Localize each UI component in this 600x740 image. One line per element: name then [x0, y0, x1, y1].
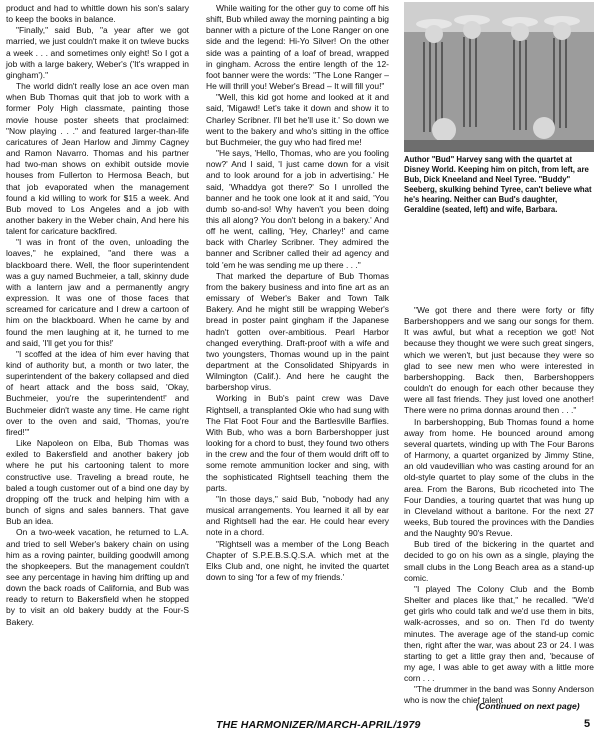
- paragraph: "We got there and there were forty or fifty Barbershoppers and we sang our songs for them. It was awful, but what a reception we got! Not because they thought we were such great singers, which we weren't, but just because they were so glad to see new men who were interested in barbershopping. Back then, Barbershoppers couldn't do enough for each other because they were all fast friends. They just loved one another! There were no prima donnas around then . . .": [404, 305, 594, 416]
- paragraph: That marked the departure of Bub Thomas from the bakery business and into fine art as an emissary of Weber's Baker and Town Talk Bakery. And he might still be wrapping Weber's bread in poster paint gingham if the Japanese hadn't gotten over-ambitious. Pearl Harbor changed everything. Draft-proof with a wife and two youngsters, Thomas wound up in the paint department at the Consolidated Shipyards in Wilmington (Calif.). And here he caught the barbershop virus.: [206, 270, 389, 393]
- paragraph: "I played The Colony Club and the Bomb Shelter and places like that," he recalled. "We'd get girls who could talk and we'd use them in bits, walk-acrosses, and so on. Then I'd do twenty minutes. The average age of the stand-up comic then, right after the war, was about 23 or 24. I was starting to get a little gray then and, 'because of my age, I was able to get away with a little more corn . . .: [404, 583, 594, 684]
- photo-caption: Author "Bud" Harvey sang with the quartet at Disney World. Keeping him on pitch, from left, are Bub, Dick Kneeland and Neel Tyree. "Buddy" Seeberg, skulking behind Tyree, can't believe what he's hearing. Neither can Bud's daughter, Geraldine (seated, left) and wife, Barbara.: [404, 155, 592, 215]
- page-number: 5: [584, 718, 591, 730]
- text-column-right: [404, 305, 594, 707]
- paragraph: product and had to whittle down his son's salary to keep the books in balance.: [6, 3, 189, 25]
- continued-note: (Continued on next page): [476, 701, 580, 711]
- paragraph: Bub tired of the bickering in the quartet and decided to go on his own as a single, playing the small clubs in the Long Beach area as a stand-up comic.: [404, 539, 594, 583]
- paragraph: Like Napoleon on Elba, Bub Thomas was exiled to Bakersfield and another bakery job where he put his cartooning talent to more constructive use. Traveling a bread route, he baled a tough customer out of a bind one day by dropping off the truck and helping him with a bunch of signs and sales banners. That gave Bub an idea.: [6, 438, 189, 527]
- quartet-photo: [404, 2, 594, 152]
- paragraph: "I was in front of the oven, unloading the loaves," he explained, "and there was a blackboard there. Well, the floor superintendent was a guy named Buchmeier, a tall, skinny dude with a lantern jaw and a permanently angry expression. It was one of those faces that screamed for caricature and I drew a cartoon of him on the blackboard. When he came by and found the men laughing at it, he turned to me and said, 'I'll get you for this!': [6, 237, 189, 348]
- publication-footer: THE HARMONIZER/MARCH-APRIL/1979: [216, 719, 421, 731]
- text-column-middle: [206, 3, 389, 583]
- paragraph: The world didn't really lose an ace oven man when Bub Thomas quit that job to work with a former Poly High classmate, painting those movie house poster sheets that proclaimed: "Now playing . . ." and featured larger-than-life caricatures of Jean Harlow and Jimmy Cagney and Ramon Navarro. Thomas and his partner had two-man shows on exhibit outside movie houses from Fullerton to Hermosa Beach, but that job evaporated when the management found a kid willing to work for $15 a week. And Bub moved to Los Angeles and a job with another bakery in the Weber chain, And here his talent for caricature backfired.: [6, 81, 189, 237]
- paragraph: "Well, this kid got home and looked at it and said, 'Migawd! Let's take it down and show it to Charley Scribner. I'll bet he'll use it.' So down we went to the bakery and who's sitting in the office but Buchmeier, the guy who had fired me!: [206, 92, 389, 147]
- paragraph: "He says, 'Hello, Thomas, who are you fooling now?' And I said, 'I just came down for a visit and to look around for a job in advertising.' He said, 'Whaddya got there?' So I unrolled the banner and he took one look at it and said, 'You dumb so-and-so! Why haven't you been doing this all along? You don't belong in a bakery.' And off he went, calling, 'Hey, Charley!' and came back with Charley Scribner. They admired the banner and Scribner called their ad agency and told 'em he was sending me up there . . .": [206, 148, 389, 270]
- paragraph: "The drummer in the band was Sonny Anderson who is now the chief talent: [404, 684, 594, 706]
- text-column-left: [6, 3, 189, 628]
- paragraph: "In those days," said Bub, "nobody had any musical arrangements. You learned it all by ear and Rightsell had the ear. He could hear every note in a chord.: [206, 493, 389, 538]
- paragraph: "Rightsell was a member of the Long Beach Chapter of S.P.E.B.S.Q.S.A. which met at the Elks Club and, one night, he invited the quartet down to sing 'for a few of my friends.': [206, 538, 389, 582]
- paragraph: On a two-week vacation, he returned to L.A. and tried to sell Weber's bakery chain on using him as a roving painter, building goodwill among the shopkeepers. But the management couldn't see any percentage in having him drifting up and down the back roads of California, and Bub was ready to return to Bakersfield when he stopped by to visit an old bakery buddy at the Four-S Bakery.: [6, 527, 189, 627]
- paragraph: In barbershopping, Bub Thomas found a home away from home. He bounced around among several quartets, winding up with The Four Barons of Harmony, a quartet organized by Jimmy Stine, an old vaudevillian who was casting around for an old-style quartet to play some of the clubs in the area. From the Barons, Bub ricocheted into The Four Dandies, a touring quartet that was hung up in Cleveland without a baritone. For the next 27 weeks, Bub toured the provinces with the Dandies and the Naughty 90's Revue.: [404, 416, 594, 539]
- paragraph: While waiting for the other guy to come off his shift, Bub whiled away the morning painting a big banner with a picture of the Lone Ranger on one side and the legend: Hi-Yo Silver! On the other side was a painting of a loaf of bread, wrapped in gingham. Across the entire length of the 12-foot banner were the words: "The Lone Ranger – He will thrill you! Weber's Bread – It will fill you!": [206, 3, 389, 92]
- paragraph: Working in Bub's paint crew was Dave Rightsell, a transplanted Okie who had sung with The Flat Foot Four and the Bartlesville Barflies. With Bub, who was a born Barbershopper just looking for a chord to bust, they found two others in the crew and the four of them would drift off to some remote ammunition locker and sing, with the sophisticated Rightsell teaching them the parts.: [206, 393, 389, 493]
- photo-illustration: [404, 2, 594, 152]
- paragraph: "Finally," said Bub, "a year after we got married, we just couldn't make it on twleve bucks a week . . . and sometimes only eight! So I got a job with a large bakery, Weber's ('It's wrapped in gingham').": [6, 25, 189, 80]
- paragraph: "I scoffed at the idea of him ever having that kind of authority but, a month or two later, the superintendent of the bakery collapsed and died of heart attack and the boss said, 'Okay, Buchmeier, you're the superintendent!' and Buchmeier didn't waste any time. He came right over to the oven and said, 'Thomas, you're fired!'": [6, 348, 189, 437]
